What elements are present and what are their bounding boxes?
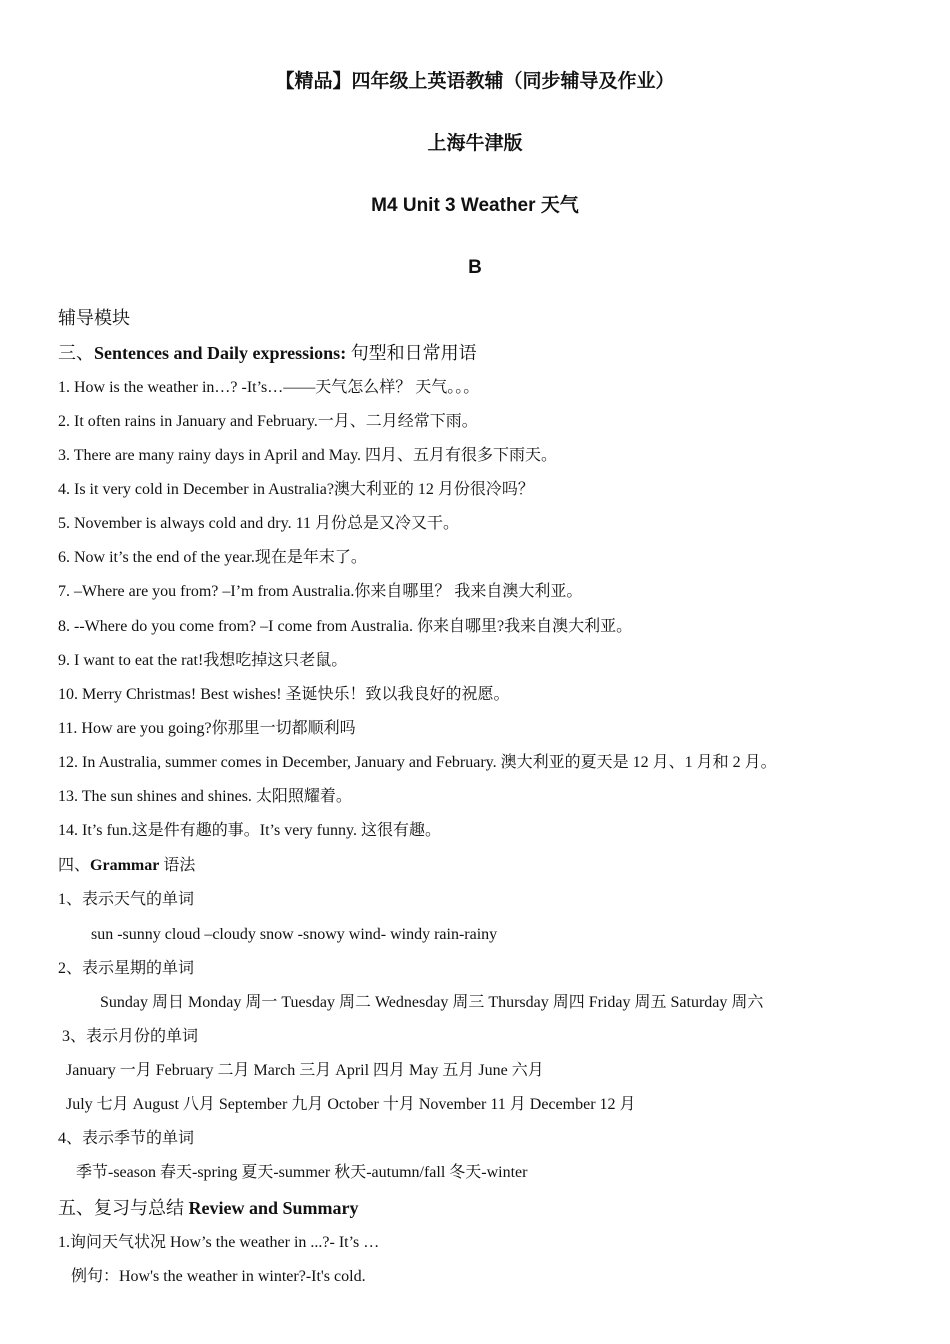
sentence-item: 3. There are many rainy days in April and May. 四月、五月有很多下雨天。 [58,447,558,464]
sentences-heading-cn: 句型和日常用语 [346,343,477,363]
grammar-heading [58,856,195,876]
review-example: 例句：How's the weather in winter?-It's cold. [71,1268,366,1285]
sentence-item: 11. How are you going?你那里一切都顺利吗 [58,720,356,737]
season-words-title: 4、表示季节的单词 [58,1130,195,1147]
sentence-item: 1. How is the weather in…? -It’s…——天气怎么样？ 天气。。。 [58,379,480,396]
module-heading: 辅导模块 [58,308,130,328]
document-title: 【精品】四年级上英语教辅（同步辅导及作业） [275,71,675,92]
sentence-item: 10. Merry Christmas! Best wishes! 圣诞快乐！致以我良好的祝愿。 [58,686,510,703]
sentence-item: 6. Now it’s the end of the year.现在是年末了。 [58,549,367,566]
sentence-item: 5. November is always cold and dry. 11 月份总是又冷又干。 [58,515,459,532]
review-heading-prefix: 五、复习与总结 [58,1198,189,1218]
month-words-line-2: July 七月 August 八月 September 九月 October 十月 November 11 月 December 12 月 [66,1096,636,1113]
sentence-item: 7. –Where are you from? –I’m from Australia.你来自哪里？ 我来自澳大利亚。 [58,583,583,600]
sentence-item: 2. It often rains in January and February.一月、二月经常下雨。 [58,413,478,430]
sentence-item: 9. I want to eat the rat!我想吃掉这只老鼠。 [58,652,348,669]
sentence-item: 12. In Australia, summer comes in December, January and February. 澳大利亚的夏天是 12 月、1 月和 2 月。 [58,754,777,771]
sentence-item: 14. It’s fun.这是件有趣的事。It’s very funny. 这很有趣。 [58,822,441,839]
publisher-title: 上海牛津版 [427,133,523,154]
weather-words-title: 1、表示天气的单词 [58,891,195,908]
part-title: B [468,257,482,278]
season-words-line: 季节-season 春天-spring 夏天-summer 秋天-autumn/fall 冬天-winter [76,1164,528,1181]
weekday-words-line: Sunday 周日 Monday 周一 Tuesday 周二 Wednesday 周三 Thursday 周四 Friday 周五 Saturday 周六 [100,994,764,1011]
sentences-heading-prefix: 三、 [58,343,94,363]
review-item-1: 1.询问天气状况 How’s the weather in ...?- It’s … [58,1234,380,1251]
grammar-heading-en: Grammar [90,857,160,874]
weekday-words-title: 2、表示星期的单词 [58,960,195,977]
unit-title: M4 Unit 3 Weather 天气 [371,195,579,216]
sentence-item: 4. Is it very cold in December in Australia?澳大利亚的 12 月份很冷吗？ [58,481,534,498]
review-heading [58,1197,359,1219]
review-heading-en: Review and Summary [188,1198,359,1218]
grammar-heading-cn: 语法 [159,857,196,874]
grammar-heading-prefix: 四、 [58,857,91,874]
sentence-item: 13. The sun shines and shines. 太阳照耀着。 [58,788,352,805]
weather-words-line: sun -sunny cloud –cloudy snow -snowy wind- windy rain-rainy [91,926,498,943]
month-words-line-1: January 一月 February 二月 March 三月 April 四月 May 五月 June 六月 [66,1062,544,1079]
sentences-heading-en: Sentences and Daily expressions: [94,343,347,363]
month-words-title: 3、表示月份的单词 [62,1028,199,1045]
sentences-heading [58,342,477,364]
sentence-item: 8. --Where do you come from? –I come from Australia. 你来自哪里?我来自澳大利亚。 [58,618,633,635]
